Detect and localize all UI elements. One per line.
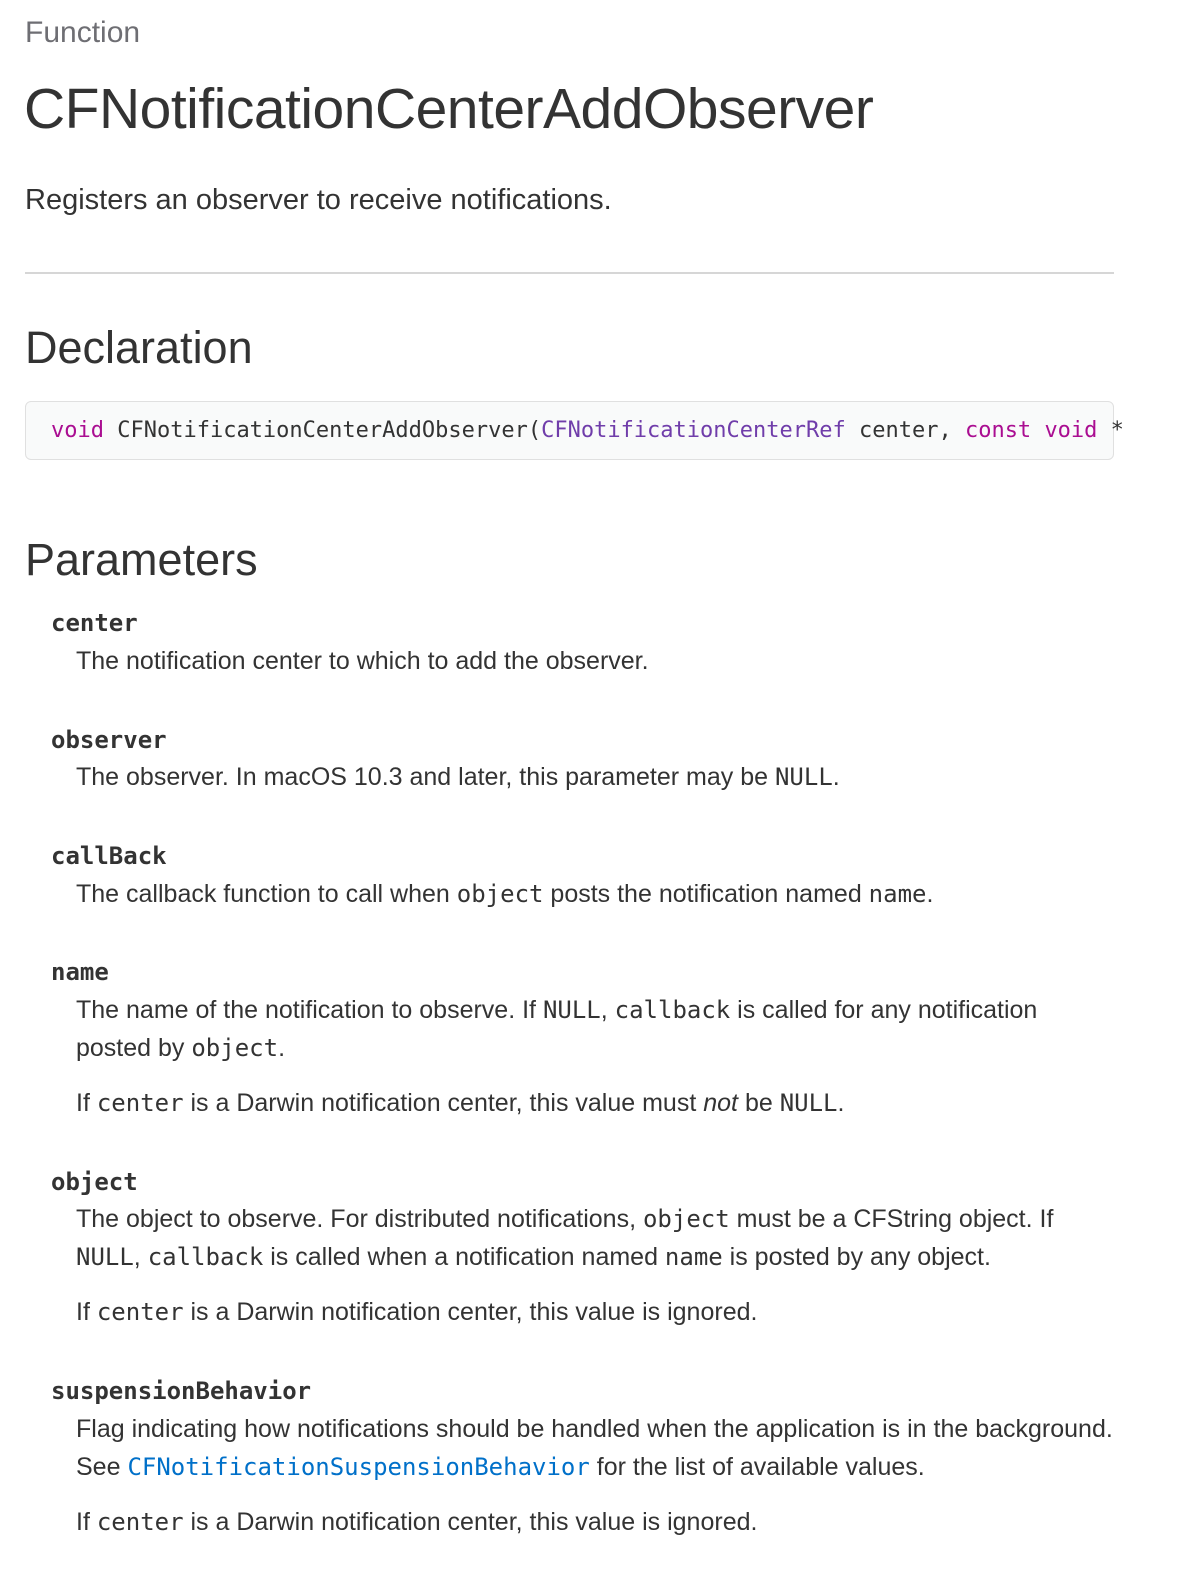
code-function-name: CFNotificationCenterAddObserver: [117, 418, 528, 443]
param-suspension-name: suspensionBehavior: [51, 1377, 312, 1405]
eyebrow-kind: Function: [25, 16, 141, 49]
param-suspension-note: If center is a Darwin notification center, this value is ignored.: [76, 1508, 758, 1536]
declaration-code-box[interactable]: [25, 401, 1124, 460]
parameters-heading: Parameters: [25, 534, 258, 585]
abstract: Registers an observer to receive notifications.: [25, 184, 612, 216]
code-open-paren: (: [527, 418, 542, 443]
divider: [25, 272, 1114, 274]
code-param-name: center,: [845, 418, 952, 443]
param-observer-desc: The observer. In macOS 10.3 and later, this parameter may be NULL.: [76, 763, 840, 791]
param-name-note: If center is a Darwin notification center, this value must not be NULL.: [76, 1089, 845, 1117]
param-callback-desc: The callback function to call when object posts the notification named name.: [76, 880, 934, 908]
declaration-code: [51, 416, 1124, 446]
declaration-heading: Declaration: [25, 322, 253, 373]
code-pointer: *: [1110, 418, 1124, 443]
param-object-name: object: [51, 1168, 138, 1196]
param-observer-name: observer: [51, 726, 167, 754]
param-object-note: If center is a Darwin notification center, this value is ignored.: [76, 1298, 758, 1326]
suspension-behavior-link[interactable]: CFNotificationSuspensionBehavior: [127, 1453, 590, 1481]
param-suspension-desc: Flag indicating how notifications should be handled when the application is in the background. See CFNotificationSuspensionBehavior for the list of available values.: [76, 1415, 1113, 1481]
param-center-desc: The notification center to which to add the observer.: [76, 647, 649, 675]
param-name-desc: The name of the notification to observe. If NULL, callback is called for any notification posted by object.: [76, 996, 1038, 1062]
page-title: CFNotificationCenterAddObserver: [24, 77, 874, 141]
param-center-name: center: [51, 609, 138, 637]
code-const: const: [964, 418, 1032, 443]
param-callback-name: callBack: [51, 842, 167, 870]
code-param-type-link[interactable]: CFNotificationCenterRef: [541, 418, 846, 443]
code-return-type: void: [51, 418, 104, 443]
param-object-desc: The object to observe. For distributed notifications, object must be a CFString object. If NULL, callback is called when a notification named name is posted by any object.: [76, 1205, 1054, 1271]
code-void: void: [1044, 418, 1098, 443]
param-name-name: name: [51, 958, 109, 986]
